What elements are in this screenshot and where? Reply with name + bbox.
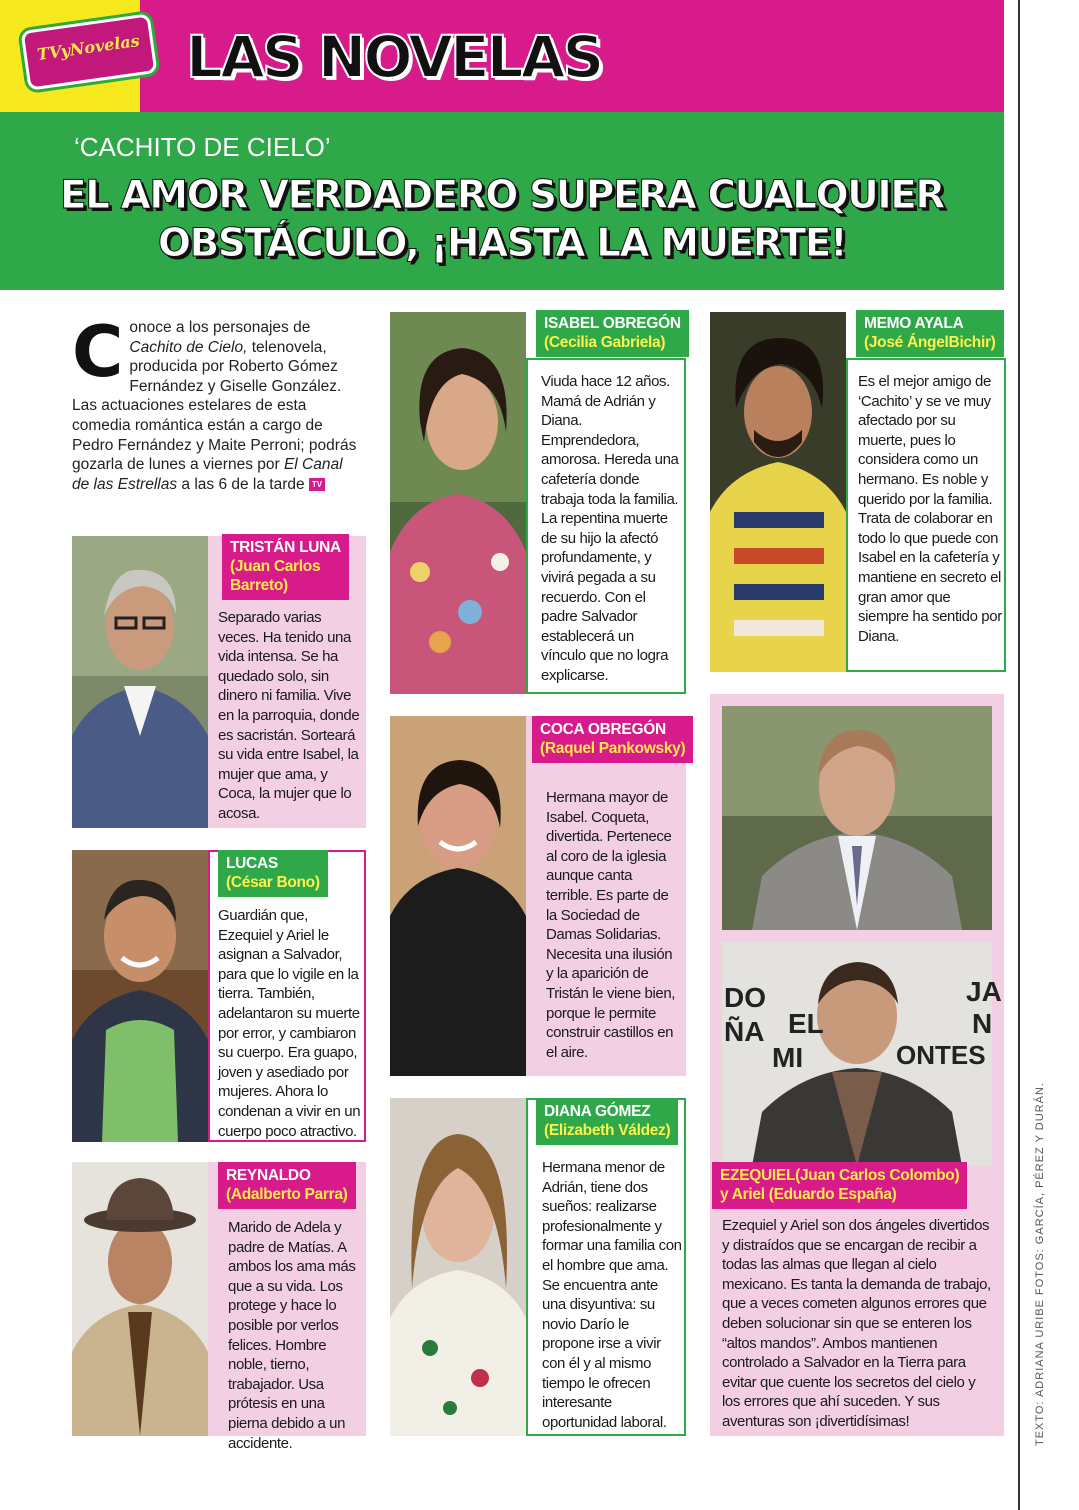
actor-coca: (Raquel Pankowsky) (540, 740, 686, 757)
name-isabel: ISABEL OBREGÓN (544, 315, 681, 332)
photo-ezequiel (722, 706, 992, 930)
desc-diana: Hermana menor de Adrián, tiene dos sueños: realizarse profesionalmente y formar una familia con el hombre que ama. Se encuentra ante una disyuntiva: su novio Darío le propone irse a vivir con él y al mismo tiempo le ofrecen interesante oportunidad laboral. (542, 1159, 682, 1431)
intro-channel: El Canal de las Estrellas (72, 456, 343, 493)
page-edge-rule (1018, 0, 1020, 1510)
desc-tristan: Separado varias veces. Ha tenido una vida intensa. Se ha quedado solo, sin dinero ni familia. Vive en la parroquia, donde es sacristán. Sorteará su vida entre Isabel, la mujer que ama, y Coca, la mujer que lo acosa. (218, 609, 360, 822)
label-memo (856, 310, 1004, 357)
bg-text-2: ÑA (724, 1016, 765, 1047)
name-reynaldo: REYNALDO (226, 1167, 311, 1184)
intro-text-1: onoce a los personajes de (129, 319, 311, 336)
photo-ariel (722, 942, 1002, 1166)
name-diana: DIANA GÓMEZ (544, 1103, 651, 1120)
actor-diana: (Elizabeth Váldez) (544, 1122, 671, 1139)
label-ezequiel-ariel (712, 1162, 967, 1209)
name-tristan: TRISTÁN LUNA (230, 539, 341, 556)
actor-reynaldo: (Adalberto Parra) (226, 1186, 348, 1203)
name-coca: COCA OBREGÓN (540, 721, 666, 738)
desc-coca: Hermana mayor de Isabel. Coqueta, divertida. Pertenece al coro de la iglesia aunque canta terrible. Es parte de la Sociedad de Damas Solidarias. Necesita una ilusión y la aparición de Tristán le viene bien, porque le permite construir castillos en el aire. (546, 789, 676, 1061)
article-kicker: ‘CACHITO DE CIELO’ (74, 132, 331, 162)
tv-mark-icon: TV (309, 478, 325, 491)
photo-diana (390, 1098, 526, 1436)
bg-text-3: EL (788, 1008, 824, 1039)
label-lucas (218, 850, 328, 897)
name-memo: MEMO AYALA (864, 315, 964, 332)
magazine-logo (18, 16, 158, 86)
label-diana (536, 1098, 678, 1145)
bg-text-5: ONTES (896, 1040, 986, 1070)
bg-text-6: JA (966, 976, 1002, 1007)
label-tristan (222, 534, 349, 600)
intro-text-3: a las 6 de la tarde (177, 475, 305, 493)
article-headline: EL AMOR VERDADERO SUPERA CUALQUIER OBSTÁCULO, ¡HASTA LA MUERTE! (60, 173, 944, 266)
photo-reynaldo (72, 1162, 208, 1436)
photo-coca (390, 716, 526, 1076)
intro-paragraph (72, 311, 362, 494)
photo-credit (1030, 1082, 1050, 1450)
label-reynaldo (218, 1162, 356, 1209)
photo-tristan (72, 536, 208, 828)
photo-lucas (72, 850, 208, 1142)
intro-show-title: Cachito de Cielo, (129, 338, 248, 356)
bg-text-4: MI (772, 1042, 804, 1073)
bg-text-1: DO (724, 982, 766, 1013)
label-isabel (536, 310, 689, 357)
desc-memo: Es el mejor amigo de ‘Cachito’ y se ve muy afectado por su muerte, pues lo considera como un hermano. Es noble y querido por la familia. Trata de colaborar en todo lo que puede con Isabel en la cafetería y mantiene en secreto el gran amor que siempre ha sentido por Diana. (858, 373, 1002, 645)
photo-memo (710, 312, 846, 672)
actor-lucas: (César Bono) (226, 874, 320, 891)
desc-reynaldo: Marido de Adela y padre de Matías. A ambos los ama más que a su vida. Los protege y hace lo posible por verlos felices. Hombre noble, tierno, trabajador. Usa prótesis en una pierna debido a un accidente. (228, 1219, 356, 1452)
actor-tristan: (Juan Carlos Barreto) (230, 558, 321, 594)
credit-text: TEXTO: ADRIANA URIBE FOTOS: GARCÍA, PÉREZ Y DURÁN. (1034, 1082, 1046, 1446)
bg-text-7: N (972, 1008, 993, 1039)
logo-text: TVyNovelas (35, 30, 141, 65)
desc-lucas: Guardián que, Ezequiel y Ariel le asignan a Salvador, para que lo vigile en la tierra. También, adelantaron su muerte por error, y cambiaron su cuerpo. Era guapo, joven y asediado por mujeres. Ahora lo condenan a vivir en un cuerpo poco atractivo. (218, 907, 361, 1140)
desc-isabel: Viuda hace 12 años. Mamá de Adrián y Diana. Emprendedora, amorosa. Hereda una cafetería donde trabaja toda la familia. La repentina muerte de su hijo la afectó profundamente, y vivirá pegada a su recuerdo. Con el padre Salvador establecerá un vínculo que no logra explicarse. (541, 373, 679, 684)
actor-isabel: (Cecilia Gabriela) (544, 334, 666, 351)
drop-cap: C (72, 311, 124, 393)
name-lucas: LUCAS (226, 855, 278, 872)
section-title: LAS NOVELAS (186, 23, 602, 91)
intro-text-2: telenovela, producida por Roberto Gómez Fernández y Giselle González. Las actuaciones estelares de esta comedia romántica están a cargo de Pedro Fernández y Maite Perroni; podrás gozarla de lunes a viernes por (72, 338, 357, 474)
photo-isabel (390, 312, 526, 694)
actor-ariel: y Ariel (Eduardo España) (720, 1186, 897, 1203)
desc-ezequiel-ariel: Ezequiel y Ariel son dos ángeles divertidos y distraídos que se encargan de recibir a todas las almas que llegan al cielo mexicano. Es tanta la demanda de trabajo, que a veces cometen algunos errores que deben solucionar sin que se enteren los “altos mandos”. Ambos mantienen controlado a Salvador en la Tierra para evitar que cuente los secretos del cielo y los errores que ahí suceden. Y sus aventuras son ¡divertidísimas! (722, 1217, 991, 1430)
name-ezequiel: EZEQUIEL(Juan Carlos Colombo) (720, 1167, 960, 1184)
label-coca (532, 716, 693, 763)
actor-memo: (José ÁngelBichir) (864, 334, 996, 351)
